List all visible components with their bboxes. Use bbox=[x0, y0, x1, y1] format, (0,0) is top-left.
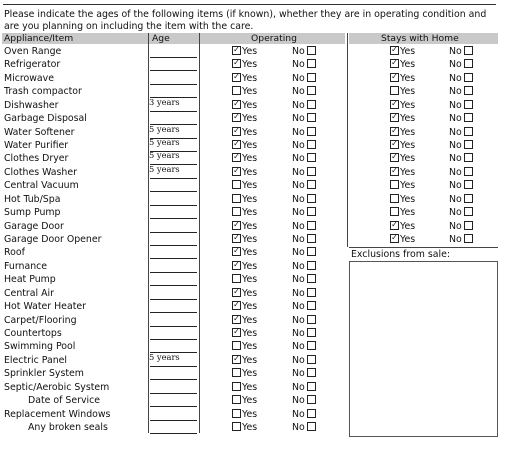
operating-yes-label: Yes bbox=[242, 408, 258, 420]
operating-no-label: No bbox=[292, 341, 305, 353]
table-header-left bbox=[2, 33, 345, 44]
stays-with-home-no-checkbox[interactable] bbox=[464, 221, 473, 230]
stays-with-home-yes-label: Yes bbox=[400, 113, 416, 125]
operating-yes-checkbox[interactable] bbox=[232, 368, 241, 377]
operating-yes-label: Yes bbox=[242, 99, 258, 111]
operating-yes-checkbox[interactable]: ✓ bbox=[233, 327, 240, 337]
stays-with-home-yes-label: Yes bbox=[400, 86, 416, 98]
operating-no-checkbox[interactable] bbox=[307, 288, 316, 297]
stays-with-home-yes-label: Yes bbox=[400, 193, 416, 205]
operating-no-checkbox[interactable] bbox=[307, 207, 316, 216]
operating-yes-label: Yes bbox=[242, 59, 258, 71]
operating-yes-label: Yes bbox=[242, 72, 258, 84]
operating-yes-checkbox[interactable] bbox=[232, 194, 241, 203]
operating-no-checkbox[interactable] bbox=[307, 328, 316, 337]
operating-yes-checkbox[interactable]: ✓ bbox=[233, 286, 240, 296]
item-name: Swimming Pool bbox=[4, 341, 76, 353]
operating-yes-checkbox[interactable]: ✓ bbox=[233, 71, 240, 81]
operating-yes-checkbox[interactable]: ✓ bbox=[233, 125, 240, 135]
stays-with-home-no-checkbox[interactable] bbox=[464, 59, 473, 68]
stays-with-home-no-label: No bbox=[449, 153, 462, 165]
table-row bbox=[0, 58, 511, 71]
operating-yes-label: Yes bbox=[242, 314, 258, 326]
operating-yes-checkbox[interactable]: ✓ bbox=[233, 233, 240, 243]
stays-with-home-yes-checkbox[interactable]: ✓ bbox=[391, 71, 398, 81]
item-name: Dishwasher bbox=[4, 99, 59, 111]
operating-yes-label: Yes bbox=[242, 328, 258, 340]
operating-no-checkbox[interactable] bbox=[307, 409, 316, 418]
table-row bbox=[0, 85, 511, 98]
operating-yes-checkbox[interactable]: ✓ bbox=[233, 152, 240, 162]
stays-with-home-yes-label: Yes bbox=[400, 140, 416, 151]
operating-yes-label: Yes bbox=[242, 207, 258, 219]
operating-no-label: No bbox=[292, 422, 305, 434]
stays-with-home-no-label: No bbox=[449, 126, 462, 138]
stays-with-home-yes-checkbox[interactable]: ✓ bbox=[391, 125, 398, 135]
stays-with-home-no-checkbox[interactable] bbox=[464, 207, 473, 216]
stays-with-home-yes-checkbox[interactable]: ✓ bbox=[391, 112, 398, 122]
operating-no-label: No bbox=[292, 153, 305, 165]
stays-with-home-no-checkbox[interactable] bbox=[464, 194, 473, 203]
stays-with-home-no-checkbox[interactable] bbox=[464, 140, 473, 149]
operating-no-label: No bbox=[292, 381, 305, 393]
table-row bbox=[0, 123, 511, 139]
item-name: Heat Pump bbox=[4, 274, 56, 286]
operating-no-checkbox[interactable] bbox=[307, 261, 316, 270]
age-field[interactable] bbox=[150, 433, 197, 434]
operating-yes-checkbox[interactable]: ✓ bbox=[233, 259, 240, 269]
item-name: Countertops bbox=[4, 328, 62, 340]
table-row bbox=[0, 45, 511, 58]
operating-no-label: No bbox=[292, 301, 305, 313]
stays-with-home-no-checkbox[interactable] bbox=[464, 113, 473, 122]
stays-with-home-no-checkbox[interactable] bbox=[464, 153, 473, 162]
operating-no-label: No bbox=[292, 126, 305, 138]
operating-yes-label: Yes bbox=[242, 368, 258, 380]
operating-no-checkbox[interactable] bbox=[307, 113, 316, 122]
operating-yes-label: Yes bbox=[242, 301, 258, 313]
operating-yes-checkbox[interactable] bbox=[232, 395, 241, 404]
operating-no-checkbox[interactable] bbox=[307, 247, 316, 256]
operating-no-label: No bbox=[292, 86, 305, 98]
stays-with-home-yes-checkbox[interactable] bbox=[390, 207, 399, 216]
operating-no-checkbox[interactable] bbox=[307, 153, 316, 162]
operating-no-label: No bbox=[292, 260, 305, 272]
table-row bbox=[0, 193, 511, 206]
table-row bbox=[0, 163, 511, 179]
header-stays-with-home: Stays with Home bbox=[381, 33, 459, 44]
operating-yes-label: Yes bbox=[242, 113, 258, 125]
stays-with-home-no-checkbox[interactable] bbox=[464, 127, 473, 136]
table-row bbox=[0, 233, 511, 246]
stays-with-home-no-checkbox[interactable] bbox=[464, 180, 473, 189]
header-age: Age bbox=[152, 33, 170, 44]
stays-with-home-no-label: No bbox=[449, 46, 462, 57]
stays-with-home-yes-label: Yes bbox=[400, 180, 416, 192]
operating-no-checkbox[interactable] bbox=[307, 382, 316, 391]
stays-with-home-no-label: No bbox=[449, 72, 462, 84]
operating-no-checkbox[interactable] bbox=[307, 167, 316, 176]
item-name: Sprinkler System bbox=[4, 368, 84, 380]
item-name: Microwave bbox=[4, 72, 54, 84]
stays-with-home-no-label: No bbox=[449, 99, 462, 111]
stays-with-home-no-checkbox[interactable] bbox=[464, 46, 473, 55]
item-name: Refrigerator bbox=[4, 59, 61, 71]
operating-no-checkbox[interactable] bbox=[307, 395, 316, 404]
operating-yes-label: Yes bbox=[242, 247, 258, 259]
operating-no-label: No bbox=[292, 72, 305, 84]
operating-no-checkbox[interactable] bbox=[307, 59, 316, 68]
operating-no-checkbox[interactable] bbox=[307, 100, 316, 109]
operating-no-checkbox[interactable] bbox=[307, 315, 316, 324]
operating-no-checkbox[interactable] bbox=[307, 355, 316, 364]
table-row bbox=[0, 139, 511, 152]
exclusions-input[interactable] bbox=[349, 261, 498, 437]
stays-with-home-yes-checkbox[interactable]: ✓ bbox=[391, 233, 398, 243]
item-name: Central Air bbox=[4, 287, 54, 299]
item-name: Water Softener bbox=[4, 126, 75, 138]
item-name: Electric Panel bbox=[4, 354, 68, 366]
operating-no-checkbox[interactable] bbox=[307, 194, 316, 203]
operating-no-label: No bbox=[292, 328, 305, 340]
stays-with-home-yes-checkbox[interactable]: ✓ bbox=[391, 139, 398, 148]
operating-yes-label: Yes bbox=[242, 234, 258, 246]
operating-yes-checkbox[interactable]: ✓ bbox=[233, 313, 240, 323]
stays-with-home-no-label: No bbox=[449, 166, 462, 178]
header-operating: Operating bbox=[251, 33, 297, 44]
operating-no-label: No bbox=[292, 140, 305, 151]
operating-no-label: No bbox=[292, 99, 305, 111]
operating-yes-checkbox[interactable]: ✓ bbox=[233, 45, 240, 54]
table-row bbox=[0, 220, 511, 233]
stays-with-home-yes-checkbox[interactable]: ✓ bbox=[391, 152, 398, 162]
stays-with-home-yes-label: Yes bbox=[400, 59, 416, 71]
operating-no-label: No bbox=[292, 408, 305, 420]
operating-no-checkbox[interactable] bbox=[307, 221, 316, 230]
item-name: Hot Water Heater bbox=[4, 301, 86, 313]
operating-yes-label: Yes bbox=[242, 381, 258, 393]
operating-yes-checkbox[interactable]: ✓ bbox=[233, 246, 240, 256]
table-row bbox=[0, 96, 511, 112]
operating-no-label: No bbox=[292, 207, 305, 219]
table-row bbox=[0, 152, 511, 165]
operating-no-checkbox[interactable] bbox=[307, 274, 316, 283]
operating-no-label: No bbox=[292, 46, 305, 57]
stays-with-home-no-label: No bbox=[449, 86, 462, 98]
operating-yes-checkbox[interactable]: ✓ bbox=[233, 219, 240, 229]
item-name: Trash compactor bbox=[4, 86, 82, 98]
stays-with-home-no-checkbox[interactable] bbox=[464, 73, 473, 82]
stays-with-home-yes-checkbox[interactable]: ✓ bbox=[391, 98, 398, 108]
operating-no-label: No bbox=[292, 287, 305, 299]
operating-yes-label: Yes bbox=[242, 153, 258, 165]
table-row bbox=[0, 72, 511, 85]
stays-with-home-no-checkbox[interactable] bbox=[464, 234, 473, 243]
operating-yes-label: Yes bbox=[242, 193, 258, 205]
item-name: Replacement Windows bbox=[4, 408, 111, 420]
operating-yes-label: Yes bbox=[242, 287, 258, 299]
table-row bbox=[0, 112, 511, 125]
operating-yes-label: Yes bbox=[242, 180, 258, 192]
operating-no-checkbox[interactable] bbox=[307, 86, 316, 95]
operating-yes-label: Yes bbox=[242, 341, 258, 353]
stays-with-home-yes-checkbox[interactable] bbox=[390, 86, 399, 95]
operating-yes-label: Yes bbox=[242, 166, 258, 178]
operating-no-label: No bbox=[292, 59, 305, 71]
stays-with-home-yes-label: Yes bbox=[400, 46, 416, 57]
item-name: Hot Tub/Spa bbox=[4, 193, 61, 205]
stays-with-home-yes-label: Yes bbox=[400, 166, 416, 178]
operating-yes-label: Yes bbox=[242, 220, 258, 232]
operating-no-label: No bbox=[292, 113, 305, 125]
item-name: Septic/Aerobic System bbox=[4, 381, 110, 393]
operating-no-checkbox[interactable] bbox=[307, 368, 316, 377]
item-name: Water Purifier bbox=[4, 140, 69, 151]
operating-yes-checkbox[interactable]: ✓ bbox=[233, 112, 240, 122]
stays-with-home-yes-checkbox[interactable] bbox=[390, 180, 399, 189]
age-value: 3 years bbox=[149, 96, 180, 107]
operating-yes-checkbox[interactable] bbox=[232, 382, 241, 391]
stays-with-home-yes-label: Yes bbox=[400, 153, 416, 165]
operating-no-checkbox[interactable] bbox=[307, 301, 316, 310]
operating-yes-checkbox[interactable]: ✓ bbox=[233, 58, 240, 68]
operating-yes-checkbox[interactable] bbox=[232, 180, 241, 189]
stays-with-home-no-label: No bbox=[449, 207, 462, 219]
stays-with-home-no-label: No bbox=[449, 113, 462, 125]
operating-yes-checkbox[interactable]: ✓ bbox=[233, 165, 240, 175]
table-row bbox=[0, 206, 511, 219]
stays-with-home-yes-label: Yes bbox=[400, 207, 416, 219]
top-rule bbox=[3, 4, 496, 5]
operating-no-checkbox[interactable] bbox=[307, 127, 316, 136]
operating-yes-checkbox[interactable] bbox=[232, 341, 241, 350]
stays-with-home-yes-checkbox[interactable]: ✓ bbox=[391, 58, 398, 68]
item-name: Clothes Dryer bbox=[4, 153, 69, 165]
item-name: Furnance bbox=[4, 260, 48, 272]
stays-with-home-no-checkbox[interactable] bbox=[464, 86, 473, 95]
stays-with-home-yes-checkbox[interactable]: ✓ bbox=[391, 219, 398, 229]
stays-with-home-yes-label: Yes bbox=[400, 220, 416, 232]
operating-yes-label: Yes bbox=[242, 395, 258, 407]
item-name: Any broken seals bbox=[28, 422, 108, 434]
operating-yes-checkbox[interactable] bbox=[232, 207, 241, 216]
operating-no-checkbox[interactable] bbox=[307, 234, 316, 243]
item-name: Roof bbox=[4, 247, 25, 259]
exclusions-label: Exclusions from sale: bbox=[351, 249, 450, 260]
item-name: Central Vacuum bbox=[4, 180, 79, 192]
operating-yes-checkbox[interactable] bbox=[232, 409, 241, 418]
item-name: Garbage Disposal bbox=[4, 113, 87, 125]
instructions-text: Please indicate the ages of the following items (if known), whether they are in operating condition and are you planning on including the item with the care. bbox=[4, 9, 487, 32]
operating-no-label: No bbox=[292, 193, 305, 205]
stays-with-home-no-label: No bbox=[449, 59, 462, 71]
operating-yes-label: Yes bbox=[242, 46, 258, 57]
operating-yes-checkbox[interactable]: ✓ bbox=[233, 98, 240, 108]
operating-yes-checkbox[interactable]: ✓ bbox=[233, 300, 240, 310]
item-name: Date of Service bbox=[28, 395, 101, 407]
operating-yes-checkbox[interactable]: ✓ bbox=[233, 139, 240, 148]
stays-with-home-no-label: No bbox=[449, 140, 462, 151]
age-value: 5 years bbox=[149, 137, 180, 147]
table-row bbox=[0, 179, 511, 192]
operating-yes-label: Yes bbox=[242, 126, 258, 138]
stays-with-home-no-label: No bbox=[449, 234, 462, 246]
item-name: Oven Range bbox=[4, 46, 62, 57]
age-value: 5 years bbox=[149, 351, 180, 362]
item-name: Sump Pump bbox=[4, 207, 61, 219]
operating-yes-label: Yes bbox=[242, 86, 258, 98]
operating-yes-label: Yes bbox=[242, 140, 258, 151]
operating-yes-label: Yes bbox=[242, 260, 258, 272]
stays-with-home-yes-checkbox[interactable] bbox=[390, 194, 399, 203]
operating-no-checkbox[interactable] bbox=[307, 46, 316, 55]
operating-no-checkbox[interactable] bbox=[307, 341, 316, 350]
stays-with-home-yes-label: Yes bbox=[400, 126, 416, 138]
operating-no-label: No bbox=[292, 314, 305, 326]
operating-no-label: No bbox=[292, 354, 305, 366]
age-value: 5 years bbox=[149, 150, 180, 161]
age-value: 5 years bbox=[149, 163, 180, 174]
operating-no-label: No bbox=[292, 180, 305, 192]
operating-no-label: No bbox=[292, 247, 305, 259]
operating-no-checkbox[interactable] bbox=[307, 180, 316, 189]
header-appliance: Appliance/Item bbox=[4, 33, 74, 44]
operating-no-checkbox[interactable] bbox=[307, 140, 316, 149]
stays-with-home-yes-label: Yes bbox=[400, 99, 416, 111]
operating-yes-checkbox[interactable] bbox=[232, 422, 241, 431]
item-name: Garage Door bbox=[4, 220, 64, 232]
operating-no-label: No bbox=[292, 234, 305, 246]
age-value: 5 years bbox=[149, 123, 180, 134]
operating-no-label: No bbox=[292, 220, 305, 232]
operating-yes-label: Yes bbox=[242, 422, 258, 434]
item-name: Garage Door Opener bbox=[4, 234, 102, 246]
stays-with-home-yes-label: Yes bbox=[400, 72, 416, 84]
stays-with-home-no-label: No bbox=[449, 193, 462, 205]
table-header-right bbox=[349, 33, 498, 44]
operating-no-label: No bbox=[292, 274, 305, 286]
operating-yes-label: Yes bbox=[242, 354, 258, 366]
stays-with-home-yes-label: Yes bbox=[400, 234, 416, 246]
operating-no-label: No bbox=[292, 368, 305, 380]
stays-with-home-no-checkbox[interactable] bbox=[464, 100, 473, 109]
operating-no-label: No bbox=[292, 395, 305, 407]
operating-yes-label: Yes bbox=[242, 274, 258, 286]
item-name: Carpet/Flooring bbox=[4, 314, 77, 326]
operating-no-checkbox[interactable] bbox=[307, 422, 316, 431]
operating-no-checkbox[interactable] bbox=[307, 73, 316, 82]
stays-with-home-yes-checkbox[interactable]: ✓ bbox=[391, 45, 398, 54]
stays-with-home-no-label: No bbox=[449, 180, 462, 192]
operating-yes-checkbox[interactable] bbox=[232, 86, 241, 95]
operating-yes-checkbox[interactable]: ✓ bbox=[233, 353, 240, 363]
operating-yes-checkbox[interactable] bbox=[232, 274, 241, 283]
operating-no-label: No bbox=[292, 166, 305, 178]
stays-with-home-no-label: No bbox=[449, 220, 462, 232]
item-name: Clothes Washer bbox=[4, 166, 77, 178]
stays-with-home-no-checkbox[interactable] bbox=[464, 167, 473, 176]
stays-with-home-yes-checkbox[interactable]: ✓ bbox=[391, 165, 398, 175]
